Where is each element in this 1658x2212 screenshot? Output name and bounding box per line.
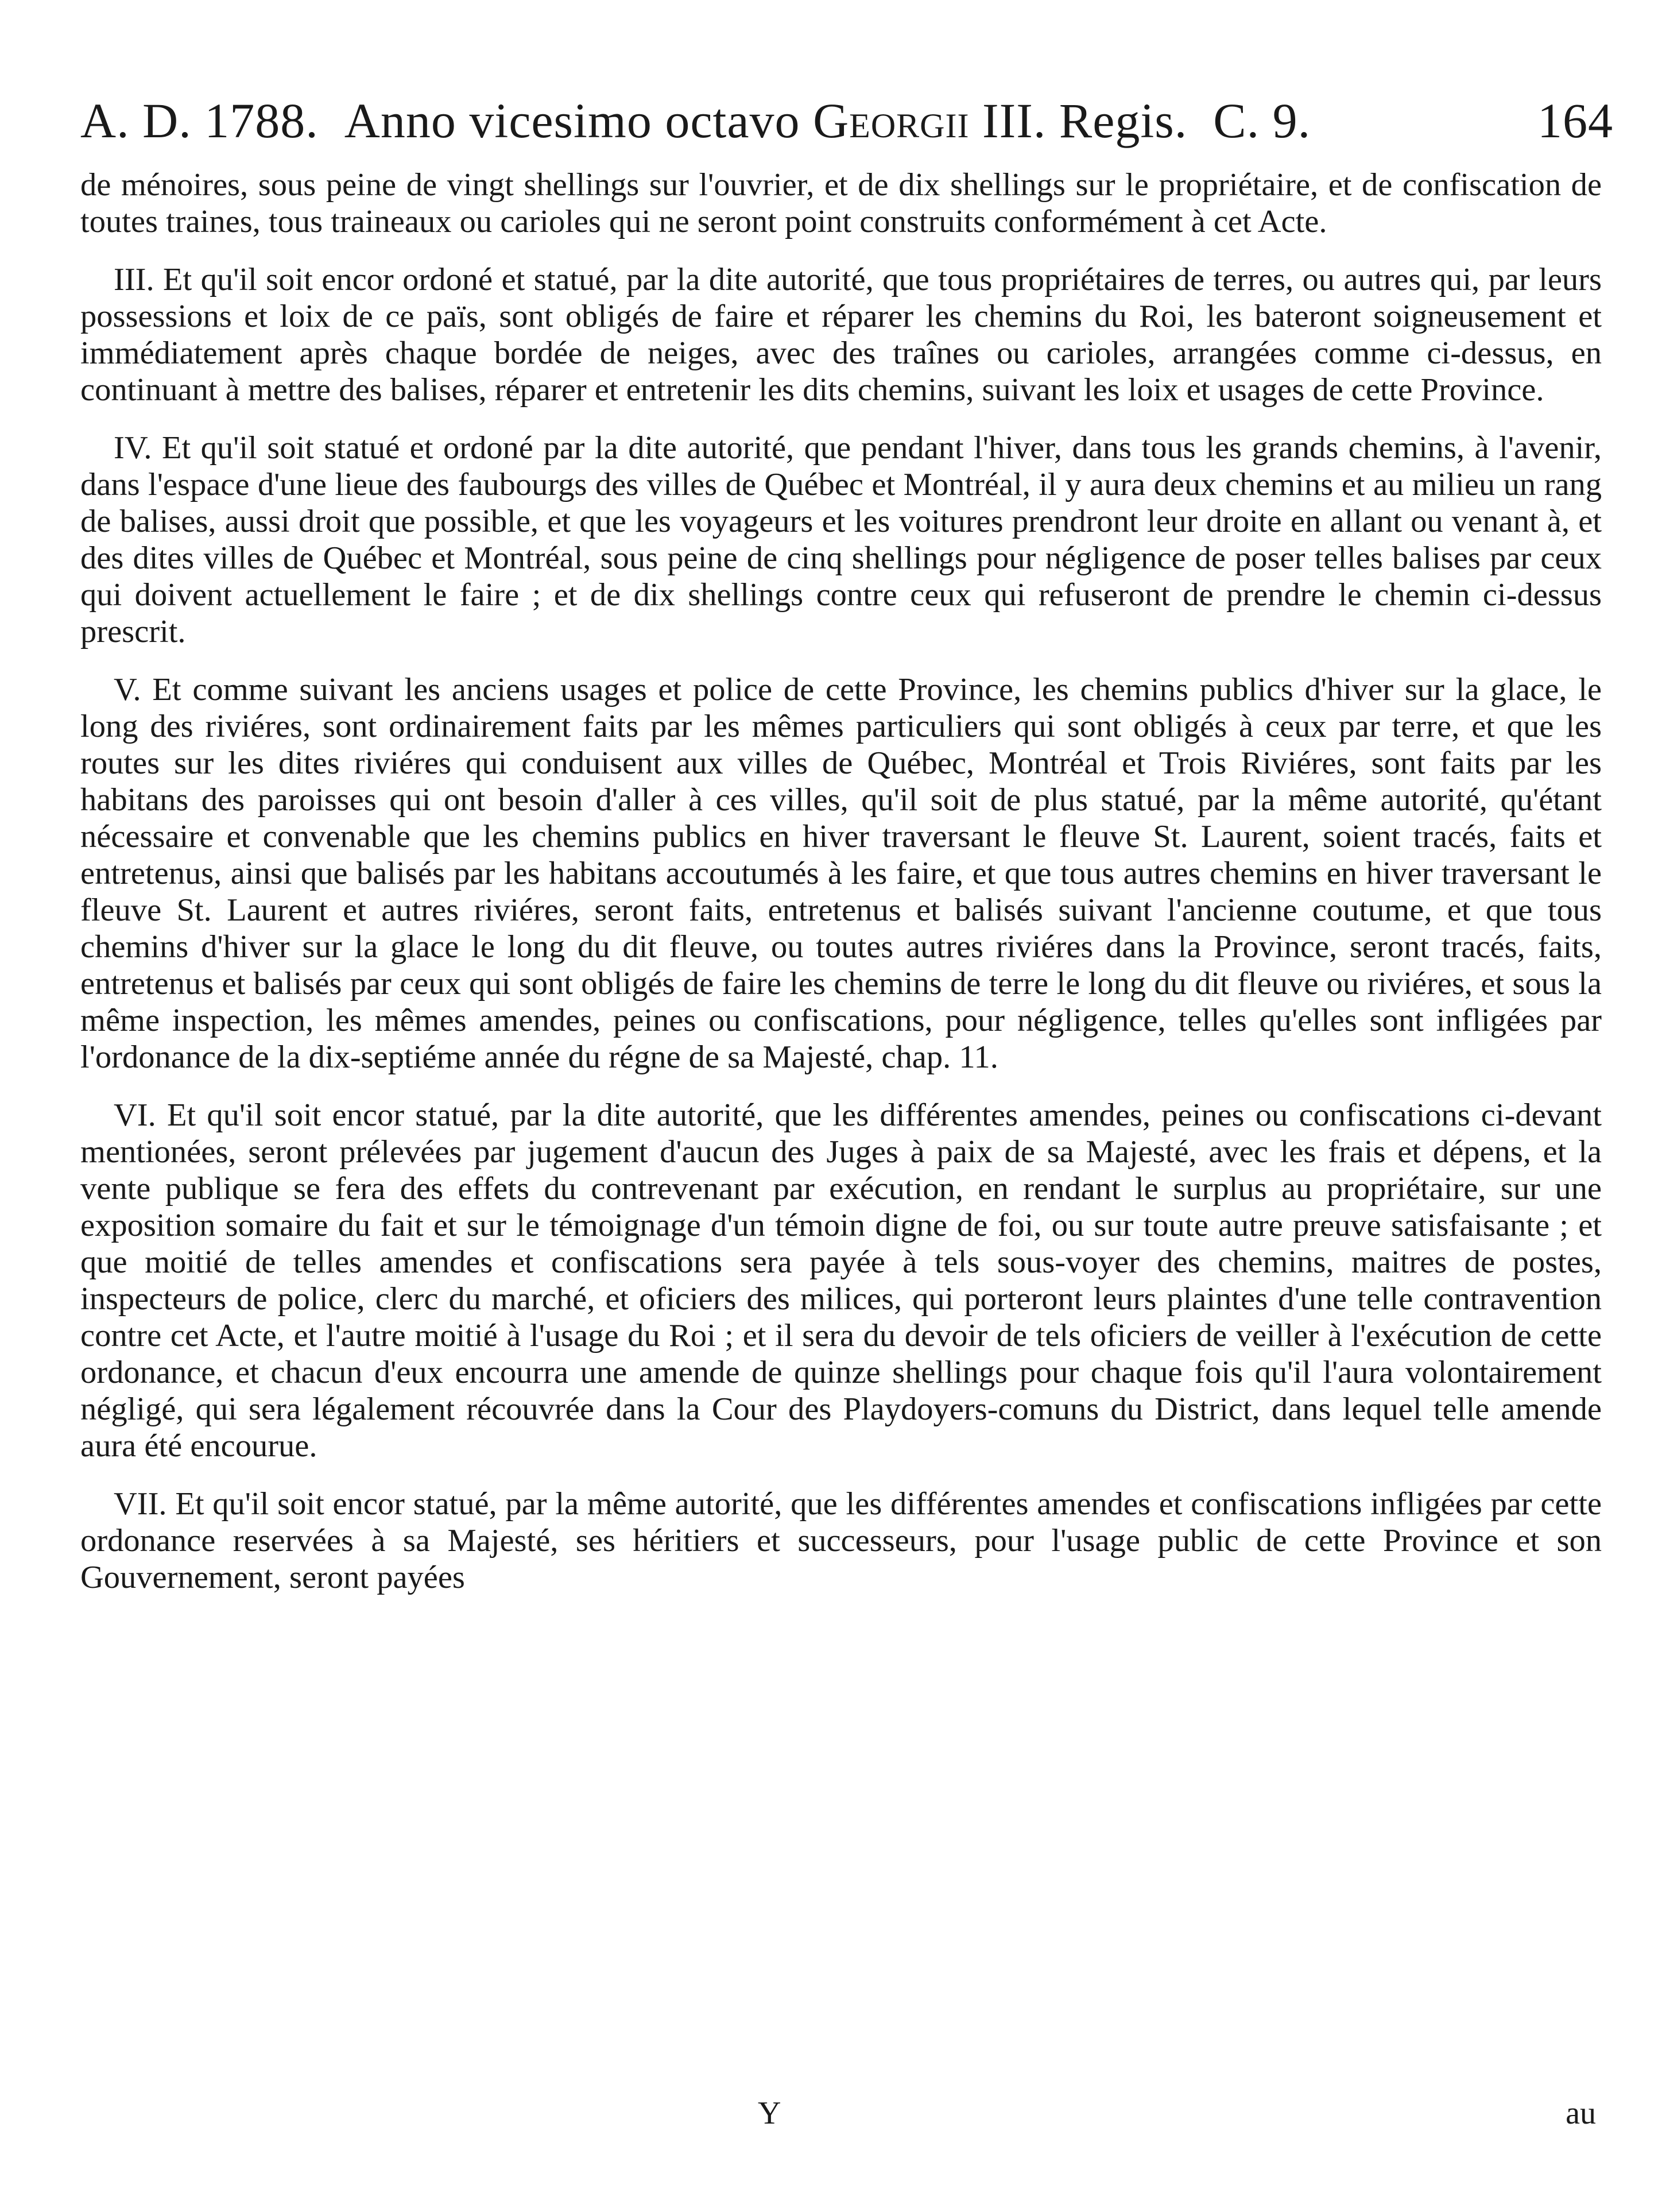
paragraph-section-3: III. Et qu'il soit encor ordoné et statué, par la dite autorité, que tous propriétaires de terres, ou autres qui, par leurs possessions et loix de ce païs, sont obligés de faire et réparer les chemins du Roi, les bateront soigneusement et immédiatement après chaque bordée de neiges, avec des traînes ou carioles, arrangées comme ci-dessus, en continuant à mettre des balises, réparer et entretenir les dits chemins, suivant les loix et usages de cette Province. bbox=[80, 262, 1602, 408]
running-head-chapter: C. 9. bbox=[1213, 93, 1311, 148]
paragraph-continuation: de ménoires, sous peine de vingt shellings sur l'ouvrier, et de dix shellings sur le propriétaire, et de confiscation de toutes traines, tous traineaux ou carioles qui ne seront point construits conformément à cet Acte. bbox=[80, 167, 1602, 239]
running-head-anno: Anno vicesimo octavo bbox=[344, 93, 800, 148]
running-head-regnal: III. Regis. bbox=[982, 93, 1188, 148]
paragraph-section-4: IV. Et qu'il soit statué et ordoné par la dite autorité, que pendant l'hiver, dans tous les grands chemins, à l'avenir, dans l'espace d'une lieue des faubourgs des villes de Québec et Montréal, il y aura deux chemins et au milieu un rang de balises, aussi droit que possible, et que les voyageurs et les voitures prendront leur droite en allant ou venant à, et des dites villes de Québec et Montréal, sous peine de cinq shellings pour négligence de poser telles balises par ceux qui doivent actuellement le faire ; et de dix shellings contre ceux qui refuseront de prendre le chemin ci-dessus prescrit. bbox=[80, 430, 1602, 649]
document-page bbox=[80, 86, 1613, 1617]
running-head-prefix: A. D. 1788. bbox=[80, 93, 319, 148]
signature-mark: Y bbox=[758, 2095, 781, 2131]
running-head-title bbox=[80, 86, 1311, 155]
paragraph-section-5: V. Et comme suivant les anciens usages et police de cette Province, les chemins publics d'hiver sur la glace, le long des riviéres, sont ordinairement faits par les mêmes particuliers qui sont obligés à ceux par terre, et que les routes sur les dites riviéres qui conduisent aux villes de Québec, Montréal et Trois Riviéres, sont faits par les habitans des paroisses qui ont besoin d'aller à ces villes, qu'il soit de plus statué, par la même autorité, qu'étant nécessaire et convenable que les chemins publics en hiver traversant le fleuve St. Laurent, soient tracés, faits et entretenus, ainsi que balisés par les habitans accoutumés à les faire, et que tous autres chemins en hiver traversant le fleuve St. Laurent et autres riviéres, seront faits, entretenus et balisés suivant l'ancienne coutume, et que tous chemins d'hiver sur la glace le long du dit fleuve, ou toutes autres riviéres dans la Province, seront tracés, faits, entretenus et balisés par ceux qui sont obligés de faire les chemins de terre le long du dit fleuve ou riviéres, et sous la même inspection, les mêmes amendes, peines ou confiscations, pour négligence, telles qu'elles sont infligées par l'ordonance de la dix-septiéme année du régne de sa Majesté, chap. 11. bbox=[80, 672, 1602, 1075]
paragraph-section-6: VI. Et qu'il soit encor statué, par la dite autorité, que les différentes amendes, peines ou confiscations ci-devant mentionées, seront prélevées par jugement d'aucun des Juges à paix de sa Majesté, avec les frais et dépens, et la vente publique se fera des effets du contrevenant par exécution, en rendant le surplus au propriétaire, sur une exposition somaire du fait et sur le témoignage d'un témoin digne de foi, ou sur toute autre preuve satisfaisante ; et que moitié de telles amendes et confiscations sera payée à tels sous-voyer des chemins, maitres de postes, inspecteurs de police, clerc du marché, et oficiers des milices, qui porteront leurs plaintes d'une telle contravention contre cet Acte, et l'autre moitié à l'usage du Roi ; et il sera du devoir de tels oficiers de veiller à l'exécution de cette ordonance, et chacun d'eux encourra une amende de quinze shellings pour chaque fois qu'il l'aura volontairement négligé, qui sera légalement récouvrée dans la Cour des Playdoyers-comuns du District, dans lequel telle amende aura été encourue. bbox=[80, 1097, 1602, 1464]
page-footer bbox=[80, 2090, 1602, 2136]
catchword: au bbox=[1566, 2095, 1596, 2131]
page-number: 164 bbox=[1537, 93, 1613, 148]
running-head bbox=[80, 86, 1613, 155]
running-head-king: Georgii bbox=[813, 93, 970, 148]
body-text bbox=[80, 167, 1602, 1596]
paragraph-section-7: VII. Et qu'il soit encor statué, par la même autorité, que les différentes amendes et confiscations infligées par cette ordonance reservées à sa Majesté, ses héritiers et successeurs, pour l'usage public de cette Province et son Gouvernement, seront payées bbox=[80, 1486, 1602, 1595]
